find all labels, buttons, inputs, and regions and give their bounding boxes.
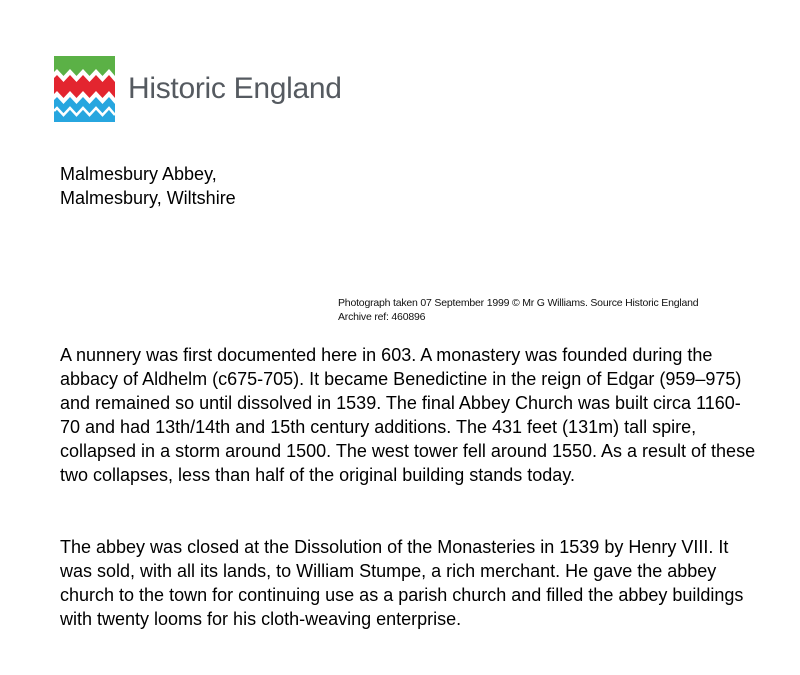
logo-wordmark: Historic England — [128, 72, 342, 105]
history-paragraph: A nunnery was first documented here in 603. A monastery was founded during the abbacy of Aldhelm (c675-705). It became Benedictine in the reign of Edgar (959–975) and remained so until dissolved in 1539. The final Abbey Church was built circa 1160-70 and had 13th/14th and 15th century additions. The 431 feet (131m) tall spire, collapsed in a storm around 1500. The west tower fell around 1550. As a result of these two collapses, less than half of the original building stands today. — [60, 345, 756, 485]
page-title — [60, 162, 236, 210]
title-line-1: Malmesbury Abbey, — [60, 164, 217, 184]
historic-england-logo — [54, 56, 342, 122]
title-line-2: Malmesbury, Wiltshire — [60, 188, 236, 208]
dissolution-paragraph: The abbey was closed at the Dissolution of the Monasteries in 1539 by Henry VIII. It was sold, with all its lands, to William Stumpe, a rich merchant. He gave the abbey church to the town for continuing use as a parish church and filled the abbey buildings with twenty looms for his cloth-weaving enterprise. — [60, 537, 744, 629]
photo-caption — [338, 296, 698, 324]
caption-line-2: Archive ref: 460896 — [338, 311, 426, 323]
caption-line-1: Photograph taken 07 September 1999 © Mr G Williams. Source Historic England — [338, 297, 699, 309]
historic-england-wave-icon — [54, 56, 115, 122]
